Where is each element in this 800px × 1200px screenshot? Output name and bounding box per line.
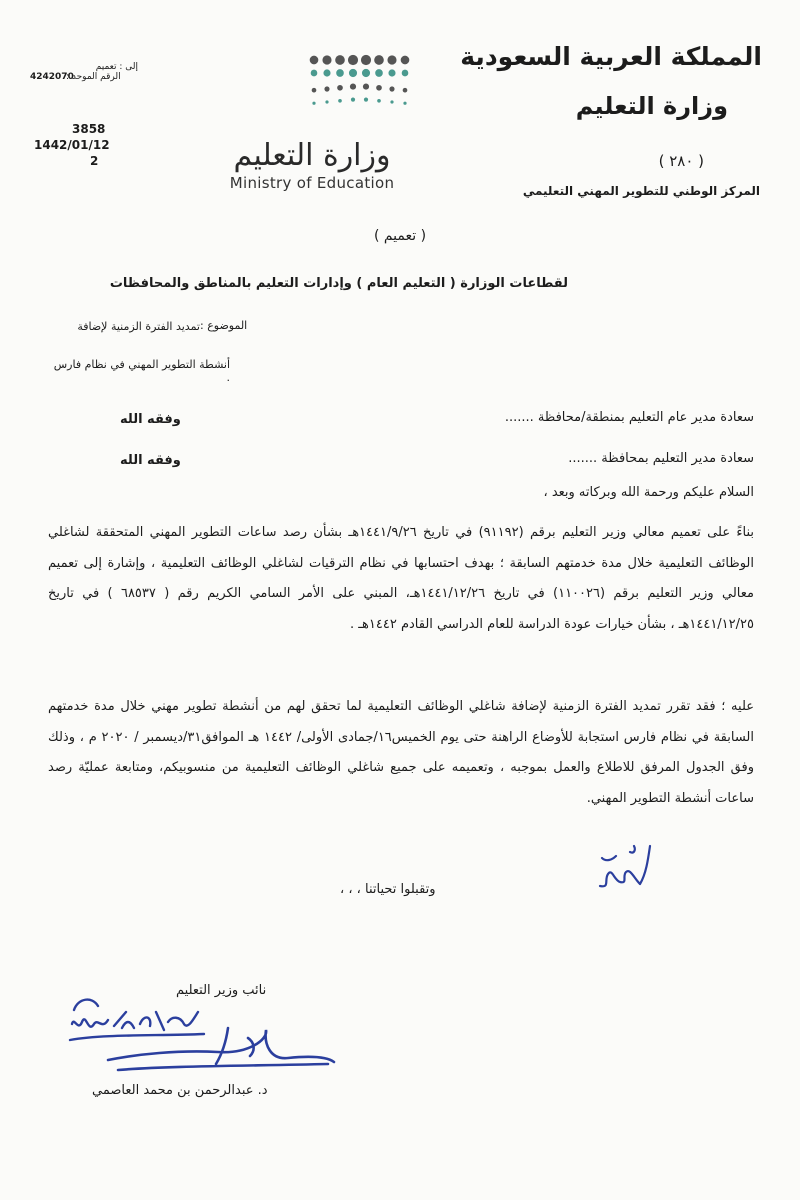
salutation-1: سعادة مدير عام التعليم بمنطقة/محافظة ....... (504, 410, 754, 425)
blessing-1: وفقه الله (120, 412, 181, 427)
logo-dot (388, 69, 395, 76)
logo-dot (349, 69, 357, 77)
document-number: 3858 (72, 122, 106, 136)
greeting: السلام عليكم ورحمة الله وبركاته وبعد ، (543, 485, 754, 500)
logo-dot (351, 98, 355, 102)
attachments-count: 2 (90, 154, 99, 168)
logo-dot (312, 102, 315, 105)
to-label: إلى : تعميم (95, 62, 138, 72)
logo-dot (402, 70, 409, 77)
logo-dot (375, 69, 383, 77)
logo-dot (336, 69, 344, 77)
blessing-2: وفقه الله (120, 453, 181, 468)
initials-signature-icon (590, 838, 662, 894)
main-signature-icon (98, 1020, 338, 1080)
ministry-logo-en: Ministry of Education (229, 174, 395, 192)
document-date: 1442/01/12 (34, 138, 110, 152)
logo-dot (323, 69, 330, 76)
signatory-name: د. عبدالرحمن بن محمد العاصمي (92, 1083, 268, 1098)
logo-dot (325, 100, 328, 103)
logo-dot (361, 55, 371, 65)
closing-line: وتقبلوا تحياتنا ، ، ، (340, 882, 436, 897)
logo-dot (322, 55, 331, 64)
logo-dot (390, 100, 393, 103)
logo-dot (401, 56, 410, 65)
logo-dot (324, 86, 329, 91)
logo-dot (403, 102, 406, 105)
ref-number: ( ٢٨٠ ) (658, 152, 704, 170)
subject-label: الموضوع : (200, 319, 248, 332)
logo-dot (364, 98, 368, 102)
logo-dot (387, 55, 396, 64)
recipients-line: لقطاعات الوزارة ( التعليم العام ) وإدارات التعليم بالمناطق والمحافظات (109, 276, 568, 291)
signatory-title: نائب وزير التعليم (176, 983, 267, 998)
body-paragraph-2: عليه ؛ فقد تقرر تمديد الفترة الزمنية لإضافة شاغلي الوظائف التعليمية لما تحقق لهم من أنشطة تطوير مهني خلال مدة خدمتهم السابقة في نظام فارس استجابة للأوضاع الراهنة حتى يوم الخميس١٦/جمادى الأولى/ ١٤٤٢ هـ الموافق٣١/ديسمبر / ٢٠٢٠ م ، وذلك وفق الجدول المرفق للاطلاع والعمل بموجبه ، وتعميمه على جميع شاغلي الوظائف التعليمية من منسوبيكم، ومتابعة عمليّة رصد ساعات أنشطة التطوير المهني. (48, 699, 755, 806)
logo-dot (362, 69, 370, 77)
subject-line-1: تمديد الفترة الزمنية لإضافة (77, 320, 200, 333)
logo-dot (310, 56, 319, 65)
logo-dot (389, 86, 394, 91)
logo-dot (311, 70, 318, 77)
body-paragraph-1: بناءً على تعميم معالي وزير التعليم برقم (٩١١٩٢) في تاريخ ١٤٤١/٩/٢٦هـ بشأن رصد ساعات التطوير المهني المتحققة لشاغلي الوظائف التعليمية خلال مدة خدمتهم السابقة ؛ بهدف احتسابها في نظام الترقيات لشاغلي الوظائف التعليمية ، وإشارة إلى تعميم معالي وزير التعليم برقم (١١٠٠٢٦) في تاريخ ١٤٤١/١٢/٢٦هـ، المبني على الأمر السامي الكريم رقم ( ٦٨٥٣٧ ) في تاريخ ١٤٤١/١٢/٢٥هـ ، بشأن خيارات عودة الدراسة للعام الدراسي القادم ١٤٤٢هـ . (48, 525, 755, 632)
unified-number-label: الرقم الموحد : (66, 72, 121, 82)
logo-dot (350, 84, 356, 90)
kingdom-name: المملكة العربية السعودية (460, 42, 762, 71)
ministry-logo-icon (306, 52, 414, 108)
subject-line-2: أنشطة التطوير المهني في نظام فارس . (53, 358, 230, 384)
logo-dot (312, 88, 317, 93)
logo-dot (377, 99, 381, 103)
ministry-name-ar: وزارة التعليم (575, 92, 728, 120)
logo-dot (374, 55, 384, 65)
center-name: المركز الوطني للتطوير المهني التعليمي (522, 184, 760, 198)
circular-title: ( تعميم ) (373, 228, 427, 244)
logo-dot (335, 55, 345, 65)
ministry-logo-ar: وزارة التعليم (233, 138, 391, 173)
logo-dot (348, 55, 358, 65)
logo-dot (337, 85, 343, 91)
logo-dot (403, 88, 408, 93)
unified-number: 4242070 (30, 72, 74, 82)
logo-dot (363, 84, 369, 90)
logo-dot (376, 85, 382, 91)
logo-dot (338, 99, 342, 103)
salutation-2: سعادة مدير التعليم بمحافظة ....... (568, 451, 754, 466)
